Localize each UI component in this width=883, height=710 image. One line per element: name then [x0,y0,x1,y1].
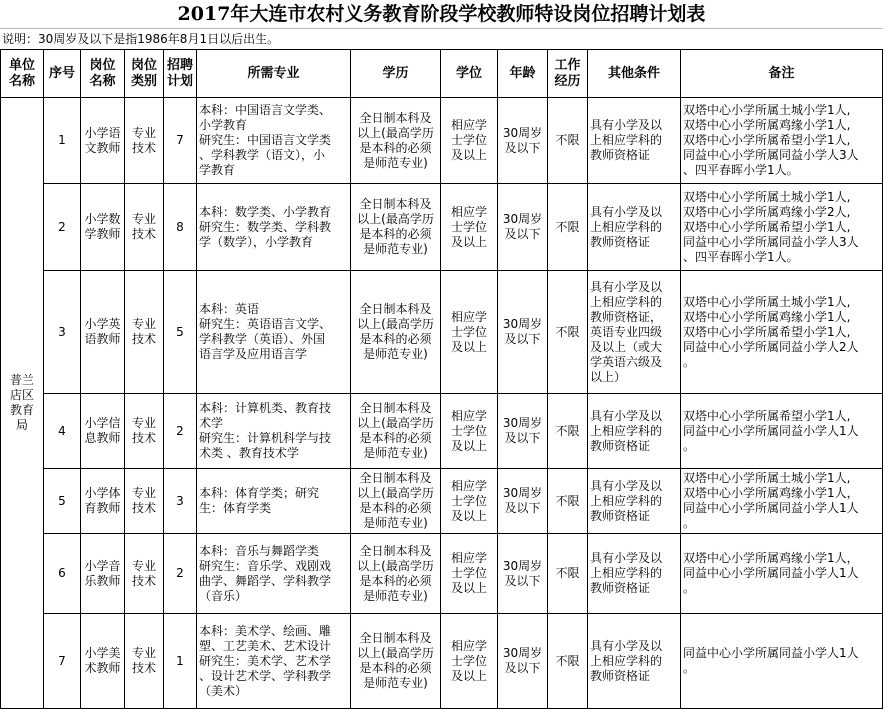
header-type: 岗位 类别 [125,50,164,98]
remark-cell: 双塔中心小学所属希望小学1人, 同益中心小学所属同益小学人1人 。 [681,394,883,469]
table-row [1,271,883,394]
post-name-cell: 小学体 育教师 [81,469,125,534]
plan-count-cell: 7 [164,98,197,184]
header-age: 年龄 [498,50,548,98]
remark-cell: 双塔中心小学所属土城小学1人, 双塔中心小学所属鸡缘小学2人, 双塔中心小学所属希望小学1人, 同益中心小学所属同益小学人3人 、四平春晖小学1人。 [681,184,883,271]
experience-cell: 不限 [548,469,588,534]
header-other: 其他条件 [588,50,681,98]
table-row [1,614,883,709]
required-major-cell: 本科：计算机类、教育技 术学 研究生：计算机科学与技 术类 、教育技术学 [197,394,351,469]
degree-cell: 相应学 士学位 及以上 [441,271,498,394]
plan-count-cell: 2 [164,534,197,614]
row-number-cell: 1 [44,98,81,184]
plan-count-cell: 8 [164,184,197,271]
age-cell: 30周岁 及以下 [498,98,548,184]
header-plan: 招聘 计划 [164,50,197,98]
required-major-cell: 本科：中国语言文学类、 小学教育 研究生：中国语言文学类 、学科教学（语文），小 学教育 [197,98,351,184]
post-name-cell: 小学语 文教师 [81,98,125,184]
plan-count-cell: 5 [164,271,197,394]
remark-cell: 双塔中心小学所属土城小学1人, 双塔中心小学所属鸡缘小学1人, 双塔中心小学所属希望小学1人, 同益中心小学所属同益小学人2人 。 [681,271,883,394]
table-row [1,469,883,534]
degree-cell: 相应学 士学位 及以上 [441,469,498,534]
header-unit: 单位 名称 [1,50,44,98]
degree-cell: 相应学 士学位 及以上 [441,98,498,184]
degree-cell: 相应学 士学位 及以上 [441,614,498,709]
header-education: 学历 [351,50,441,98]
education-cell: 全日制本科及 以上(最高学历 是本科的必须 是师范专业) [351,184,441,271]
experience-cell: 不限 [548,614,588,709]
post-type-cell: 专业 技术 [125,469,164,534]
remark-cell: 双塔中心小学所属鸡缘小学1人， 同益中心小学所属同益小学人1人 。 [681,534,883,614]
post-name-cell: 小学英 语教师 [81,271,125,394]
experience-cell: 不限 [548,271,588,394]
header-row [1,50,883,98]
post-name-cell: 小学美 术教师 [81,614,125,709]
row-number-cell: 3 [44,271,81,394]
other-conditions-cell: 具有小学及以 上相应学科的 教师资格证 [588,184,681,271]
table-row [1,184,883,271]
table-row [1,394,883,469]
other-conditions-cell: 具有小学及以 上相应学科的 教师资格证， 英语专业四级 及以上（或大 学英语六级及 以上） [588,271,681,394]
degree-cell: 相应学 士学位 及以上 [441,394,498,469]
age-cell: 30周岁 及以下 [498,469,548,534]
remark-cell: 双塔中心小学所属土城小学1人, 双塔中心小学所属鸡缘小学1人, 双塔中心小学所属希望小学1人, 同益中心小学所属同益小学人3人 、四平春晖小学1人。 [681,98,883,184]
age-cell: 30周岁 及以下 [498,271,548,394]
required-major-cell: 本科：英语 研究生：英语语言文学、 学科教学（英语）、外国 语言学及应用语言学 [197,271,351,394]
required-major-cell: 本科：数学类、小学教育 研究生：数学类、学科教 学（数学），小学教育 [197,184,351,271]
header-degree: 学位 [441,50,498,98]
age-cell: 30周岁 及以下 [498,614,548,709]
other-conditions-cell: 具有小学及以 上相应学科的 教师资格证 [588,534,681,614]
page-title: 2017年大连市农村义务教育阶段学校教师特设岗位招聘计划表 [0,0,883,29]
experience-cell: 不限 [548,184,588,271]
experience-cell: 不限 [548,394,588,469]
row-number-cell: 6 [44,534,81,614]
row-number-cell: 4 [44,394,81,469]
recruitment-table [0,49,883,709]
post-type-cell: 专业 技术 [125,614,164,709]
post-type-cell: 专业 技术 [125,534,164,614]
header-no: 序号 [44,50,81,98]
other-conditions-cell: 具有小学及以 上相应学科的 教师资格证 [588,469,681,534]
post-type-cell: 专业 技术 [125,184,164,271]
header-post: 岗位 名称 [81,50,125,98]
experience-cell: 不限 [548,98,588,184]
degree-cell: 相应学 士学位 及以上 [441,534,498,614]
other-conditions-cell: 具有小学及以 上相应学科的 教师资格证 [588,98,681,184]
age-cell: 30周岁 及以下 [498,534,548,614]
row-number-cell: 5 [44,469,81,534]
required-major-cell: 本科：音乐与舞蹈学类 研究生：音乐学、戏剧戏 曲学、舞蹈学、学科教学 （音乐） [197,534,351,614]
plan-count-cell: 3 [164,469,197,534]
plan-count-cell: 1 [164,614,197,709]
required-major-cell: 本科：体育学类；研究 生：体育学类 [197,469,351,534]
other-conditions-cell: 具有小学及以 上相应学科的 教师资格证 [588,394,681,469]
education-cell: 全日制本科及 以上(最高学历 是本科的必须 是师范专业) [351,98,441,184]
education-cell: 全日制本科及 以上(最高学历 是本科的必须 是师范专业) [351,271,441,394]
remark-cell: 同益中心小学所属同益小学人1人 。 [681,614,883,709]
degree-cell: 相应学 士学位 及以上 [441,184,498,271]
row-number-cell: 2 [44,184,81,271]
row-number-cell: 7 [44,614,81,709]
education-cell: 全日制本科及 以上(最高学历 是本科的必须 是师范专业) [351,469,441,534]
post-type-cell: 专业 技术 [125,271,164,394]
table-row [1,98,883,184]
other-conditions-cell: 具有小学及以 上相应学科的 教师资格证 [588,614,681,709]
unit-name: 普兰 店区 教育 局 [1,98,44,709]
header-major: 所需专业 [197,50,351,98]
experience-cell: 不限 [548,534,588,614]
education-cell: 全日制本科及 以上(最高学历 是本科的必须 是师范专业) [351,534,441,614]
post-type-cell: 专业 技术 [125,394,164,469]
plan-count-cell: 2 [164,394,197,469]
required-major-cell: 本科：美术学、绘画、雕 塑、工艺美术、艺术设计 研究生：美术学、艺术学 、设计艺术学、学科教学 （美术） [197,614,351,709]
education-cell: 全日制本科及 以上(最高学历 是本科的必须 是师范专业) [351,614,441,709]
post-name-cell: 小学信 息教师 [81,394,125,469]
note-text: 说明：30周岁及以下是指1986年8月1日以后出生。 [2,32,280,46]
header-experience: 工作 经历 [548,50,588,98]
education-cell: 全日制本科及 以上(最高学历 是本科的必须 是师范专业) [351,394,441,469]
post-type-cell: 专业 技术 [125,98,164,184]
table-row [1,534,883,614]
post-name-cell: 小学数 学教师 [81,184,125,271]
post-name-cell: 小学音 乐教师 [81,534,125,614]
age-cell: 30周岁 及以下 [498,184,548,271]
remark-cell: 双塔中心小学所属土城小学1人, 双塔中心小学所属鸡缘小学1人， 同益中心小学所属同益小学人1人 。 [681,469,883,534]
age-cell: 30周岁 及以下 [498,394,548,469]
header-remark: 备注 [681,50,883,98]
